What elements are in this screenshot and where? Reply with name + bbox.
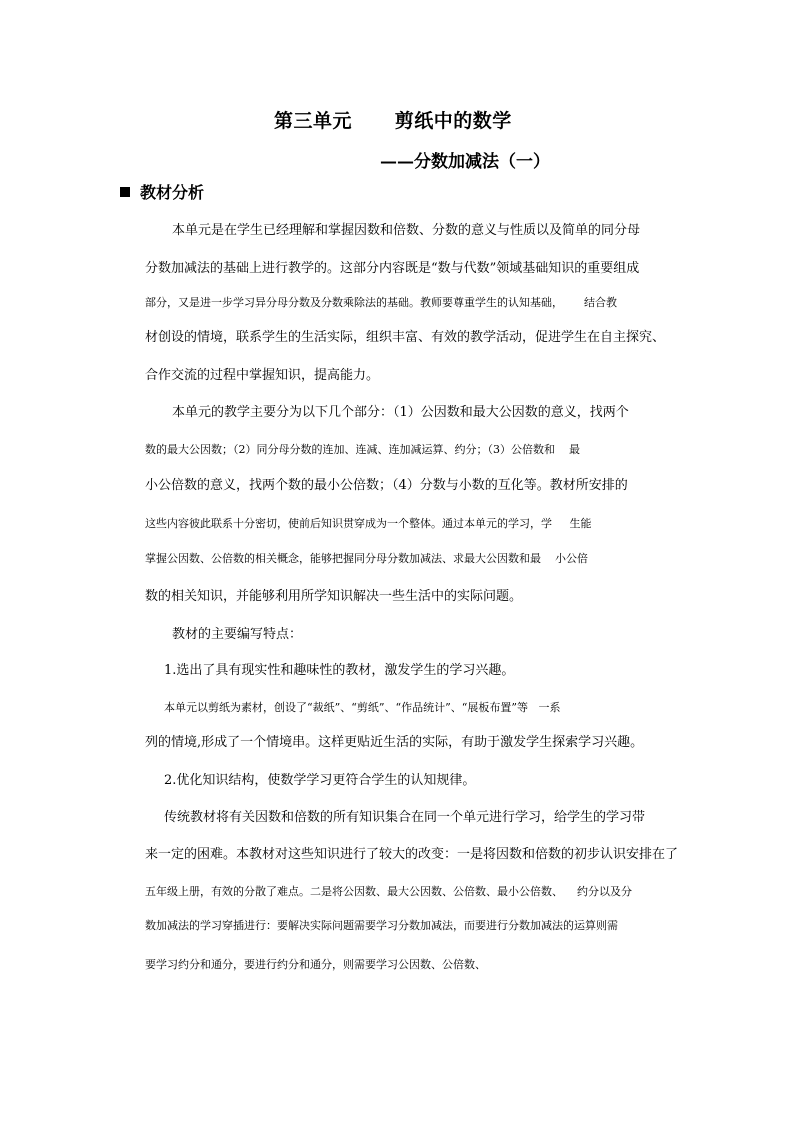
section-heading <box>120 180 204 203</box>
paragraph-line: 本单元是在学生已经理解和掌握因数和倍数、分数的意义与性质以及简单的同分母 <box>172 223 641 238</box>
paragraph-line: 掌握公因数、公倍数的相关概念，能够把握同分母分数加减法、求最大公因数和最 小公倍 <box>145 552 588 565</box>
paragraph-line: 本单元以剪纸为素材，创设了“裁纸”、“剪纸”、“作品统计”、“展板布置”等 一系 <box>164 701 561 714</box>
paragraph-line: 合作交流的过程中掌握知识，提高能力。 <box>145 368 380 383</box>
paragraph-line: 列的情境,形成了一个情境串。这样更贴近生活的实际，有助于激发学生探索学习兴趣。 <box>145 735 644 750</box>
paragraph-line: 分数加减法的基础上进行教学的。这部分内容既是“数与代数”领域基础知识的重要组成 <box>145 261 640 276</box>
paragraph-line: 本单元的教学主要分为以下几个部分：（1）公因数和最大公因数的意义，找两个 <box>172 405 629 420</box>
paragraph-line: 这些内容彼此联系十分密切，使前后知识贯穿成为一个整体。通过本单元的学习，学 生能 <box>145 517 592 530</box>
paragraph-line: 1.选出了具有现实性和趣味性的教材，激发学生的学习兴趣。 <box>164 663 515 678</box>
unit-title: 第三单元 剪纸中的数学 <box>274 110 512 132</box>
paragraph-line: 数的最大公因数；（2）同分母分数的连加、连减、连加减运算、约分；（3）公倍数和 最 <box>145 443 580 456</box>
section-heading-label: 教材分析 <box>140 183 205 202</box>
paragraph-line: 来一定的困难。本教材对这些知识进行了较大的改变：一是将因数和倍数的初步认识安排在了 <box>145 847 679 862</box>
unit-subtitle: ——分数加减法（一） <box>380 152 550 172</box>
paragraph-line: 教材的主要编写特点： <box>172 627 303 642</box>
paragraph-line: 小公倍数的意义，找两个数的最小公倍数；（4）分数与小数的互化等。教材所安排的 <box>145 478 628 493</box>
paragraph-line: 材创设的情境，联系学生的生活实际，组织丰富、有效的教学活动，促进学生在自主探究、 <box>145 330 666 345</box>
paragraph-line: 传统教材将有关因数和倍数的所有知识集合在同一个单元进行学习，给学生的学习带 <box>164 810 646 825</box>
paragraph-line: 数加减法的学习穿插进行：要解决实际问题需要学习分数加减法，而要进行分数加减法的运算则需 <box>145 919 618 932</box>
paragraph-line: 要学习约分和通分，要进行约分和通分，则需要学习公因数、公倍数、 <box>145 958 486 971</box>
paragraph-line: 五年级上册，有效的分散了难点。二是将公因数、最大公因数、公倍数、最小公倍数、 约分以及分 <box>145 885 632 898</box>
paragraph-line: 2.优化知识结构，使数学学习更符合学生的认知规律。 <box>164 773 476 788</box>
paragraph-line: 数的相关知识，并能够利用所学知识解决一些生活中的实际问题。 <box>145 589 523 604</box>
paragraph-line: 部分，又是进一步学习异分母分数及分数乘除法的基础。教师要尊重学生的认知基础， 结合教 <box>145 296 617 309</box>
square-bullet-icon <box>120 187 130 197</box>
